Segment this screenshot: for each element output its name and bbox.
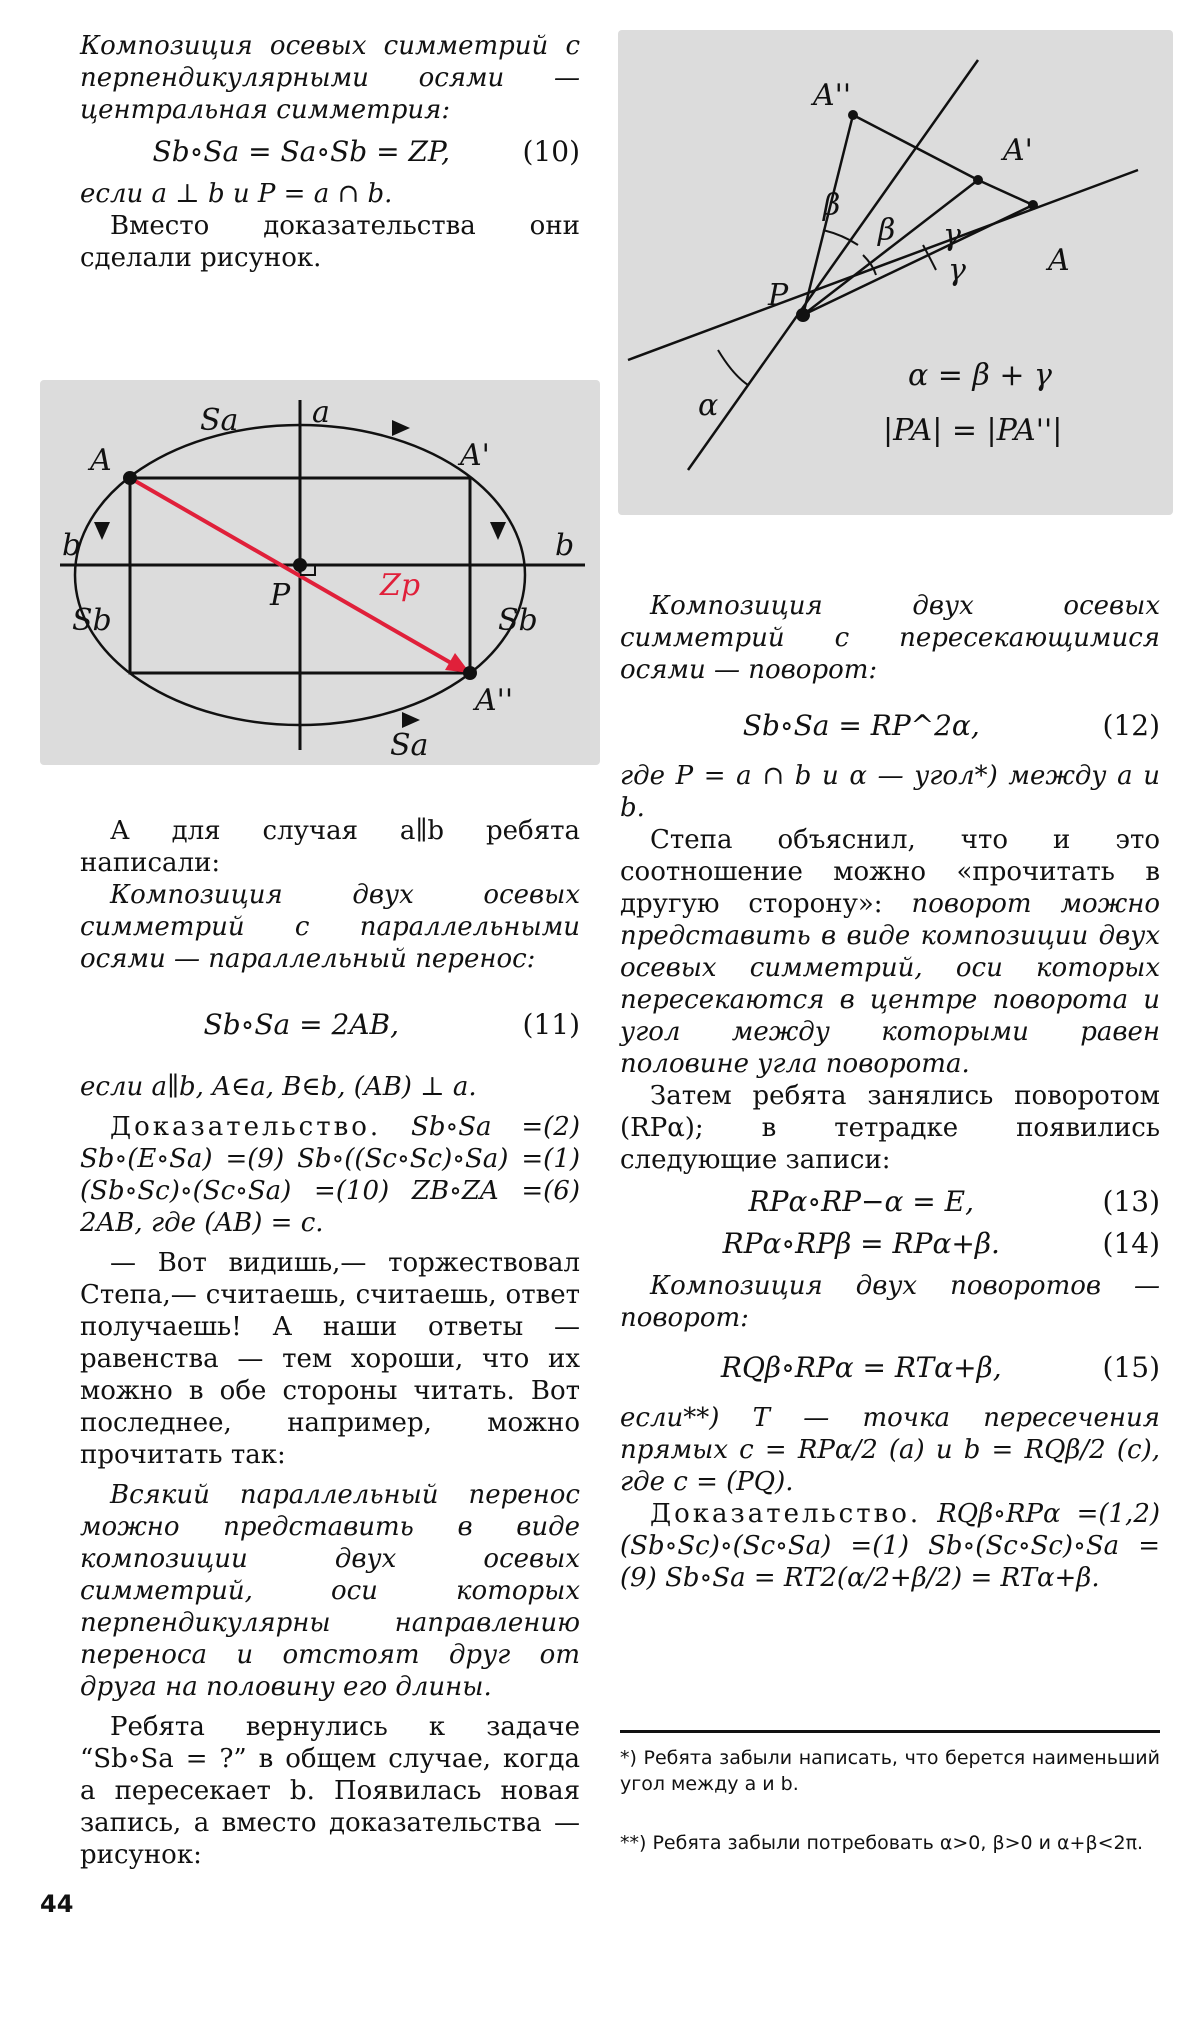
label-A: A xyxy=(1048,243,1070,278)
label-P: P xyxy=(768,278,789,313)
return-text: Ребята вернулись к задаче “Sb∘Sa = ?” в общем случае, когда a пересекает b. Появилась новая запись, а вместо доказательства — рисунок: xyxy=(80,1712,580,1870)
label-A1: A' xyxy=(460,438,490,473)
arrow-bottom xyxy=(402,712,420,728)
figure-central-symmetry xyxy=(40,380,600,765)
label-gamma2: γ xyxy=(948,253,966,288)
formula-14 xyxy=(620,1228,1160,1260)
formula-15-expr: RQβ∘RPα = RTα+β, xyxy=(720,1351,1002,1384)
point-A xyxy=(1028,200,1038,210)
figure-rotation-svg xyxy=(618,30,1173,515)
equation-distance: |PA| = |PA''| xyxy=(883,413,1063,448)
condition-12: где P = a ∩ b и α — угол*) между a и b. xyxy=(620,761,1160,823)
label-A2: A'' xyxy=(475,683,514,718)
arrow-left xyxy=(94,522,110,540)
label-beta1: β xyxy=(823,188,841,223)
arrow-top xyxy=(392,420,410,436)
formula-11-number: (11) xyxy=(522,1008,580,1041)
rotation-notes: Затем ребята занялись поворотом (RPα); в тетрадке появились следующие записи: xyxy=(620,1081,1160,1175)
formula-12-number: (12) xyxy=(1102,709,1160,742)
figure-central-symmetry-svg xyxy=(40,380,600,765)
footnote-1: *) Ребята забыли написать, что берется наименьший угол между a и b. xyxy=(620,1747,1160,1795)
formula-12 xyxy=(620,710,1160,742)
footnote-2: **) Ребята забыли потребовать α>0, β>0 и α+β<2π. xyxy=(620,1832,1144,1854)
condition-15: если**) T — точка пересечения прямых c = RPα/2 (a) и b = RQβ/2 (c), где c = (PQ). xyxy=(620,1403,1160,1497)
stepa-text-plain: Степа объяснил, что и это соотношение можно «прочитать в другую сторону»: xyxy=(620,825,1160,919)
note-10: Вместо доказательства они сделали рисунок. xyxy=(80,211,580,273)
proof-15-text: RQβ∘RPα =(1,2) (Sb∘Sc)∘(Sc∘Sa) =(1) Sb∘(Sc∘Sc)∘Sa =(9) Sb∘Sa = RT2(α/2+β/2) = RTα+β. xyxy=(620,1499,1161,1593)
label-gamma1: γ xyxy=(943,218,961,253)
label-A1: A' xyxy=(1003,133,1033,168)
formula-13-number: (13) xyxy=(1102,1185,1160,1218)
formula-14-number: (14) xyxy=(1102,1227,1160,1260)
label-A: A xyxy=(90,443,112,478)
condition-11: если a∥b, A∈a, B∈b, (AB) ⊥ a. xyxy=(80,1072,477,1102)
two-rotations-italic: Композиция двух поворотов — поворот: xyxy=(620,1271,1160,1333)
figure-rotation xyxy=(618,30,1173,515)
label-Sa-bottom: Sa xyxy=(390,728,429,763)
arrow-right xyxy=(490,522,506,540)
point-A1 xyxy=(973,175,983,185)
footnote-divider xyxy=(620,1730,1160,1733)
arc-alpha xyxy=(718,350,748,385)
label-alpha: α xyxy=(698,388,719,423)
label-A2: A'' xyxy=(813,78,852,113)
formula-14-expr: RPα∘RPβ = RPα+β. xyxy=(722,1227,1000,1260)
left-column-lower xyxy=(80,815,580,1871)
label-Sa-top: Sa xyxy=(200,403,239,438)
proof-15-label: Доказательство. xyxy=(650,1499,922,1529)
point-A2 xyxy=(463,666,477,680)
formula-13-expr: RPα∘RP−α = E, xyxy=(748,1185,974,1218)
stepa-explanation xyxy=(620,824,1160,1080)
formula-11-expr: Sb∘Sa = 2AB, xyxy=(203,1008,399,1041)
segment-A2-A1 xyxy=(853,115,978,180)
formula-13 xyxy=(620,1186,1160,1218)
formula-10-number: (10) xyxy=(522,135,580,168)
label-a: a xyxy=(312,395,330,430)
segment-A1-A xyxy=(978,180,1033,205)
proof-15 xyxy=(620,1498,1160,1594)
point-A xyxy=(123,471,137,485)
proof-11-label: Доказательство. xyxy=(110,1112,382,1142)
formula-15 xyxy=(620,1352,1160,1384)
rotation-italic: Композиция двух осевых симметрий с пересекающимися осями — поворот: xyxy=(620,591,1160,685)
parallel-italic: Композиция двух осевых симметрий с параллельными осями — параллельный перенос: xyxy=(80,880,580,974)
label-Sb-right: Sb xyxy=(498,603,538,638)
label-b-right: b xyxy=(555,528,575,563)
intro-italic: Композиция осевых симметрий с перпендикулярными осями — центральная симметрия: xyxy=(80,31,580,125)
condition-10: если a ⊥ b и P = a ∩ b. xyxy=(80,179,393,209)
formula-15-number: (15) xyxy=(1102,1351,1160,1384)
formula-12-expr: Sb∘Sa = RP^2α, xyxy=(742,709,980,742)
label-Zp: Zp xyxy=(380,568,421,603)
parallel-intro: А для случая a∥b ребята написали: xyxy=(80,816,580,878)
stepa-text-italic: поворот можно представить в виде композиции двух осевых симметрий, оси которых пересекаются в центре поворота и угол между которыми равен половине угла поворота. xyxy=(620,889,1161,1079)
label-b-left: b xyxy=(62,528,82,563)
proof-11-text: Sb∘Sa =(2) Sb∘(E∘Sa) =(9) Sb∘((Sc∘Sc)∘Sa) =(1) (Sb∘Sc)∘(Sc∘Sa) =(10) ZB∘ZA =(6) 2AB, где (AB) = c. xyxy=(80,1112,580,1238)
page-number: 44 xyxy=(40,1890,74,1918)
formula-11 xyxy=(80,1009,580,1041)
label-Sb-left: Sb xyxy=(72,603,112,638)
translation-italic: Всякий параллельный перенос можно представить в виде композиции двух осевых симметрий, оси которых перпендикулярны направлению переноса и отстоят друг от друга на половину его длины. xyxy=(80,1480,580,1702)
formula-10 xyxy=(80,136,580,168)
label-P: P xyxy=(270,578,291,613)
equation-alpha: α = β + γ xyxy=(908,358,1052,393)
right-column xyxy=(620,590,1160,1594)
point-P xyxy=(293,558,307,572)
label-beta2: β xyxy=(878,213,896,248)
stepa-speech: — Вот видишь,— торжествовал Степа,— считаешь, считаешь, ответ получаешь! А наши ответы — равенства — тем хороши, что их можно в обе стороны читать. Вот последнее, например, можно прочитать так: xyxy=(80,1248,580,1470)
point-P xyxy=(796,308,810,322)
formula-10-expr: Sb∘Sa = Sa∘Sb = ZP, xyxy=(152,135,450,168)
proof-11 xyxy=(80,1111,580,1239)
left-column xyxy=(80,30,580,274)
